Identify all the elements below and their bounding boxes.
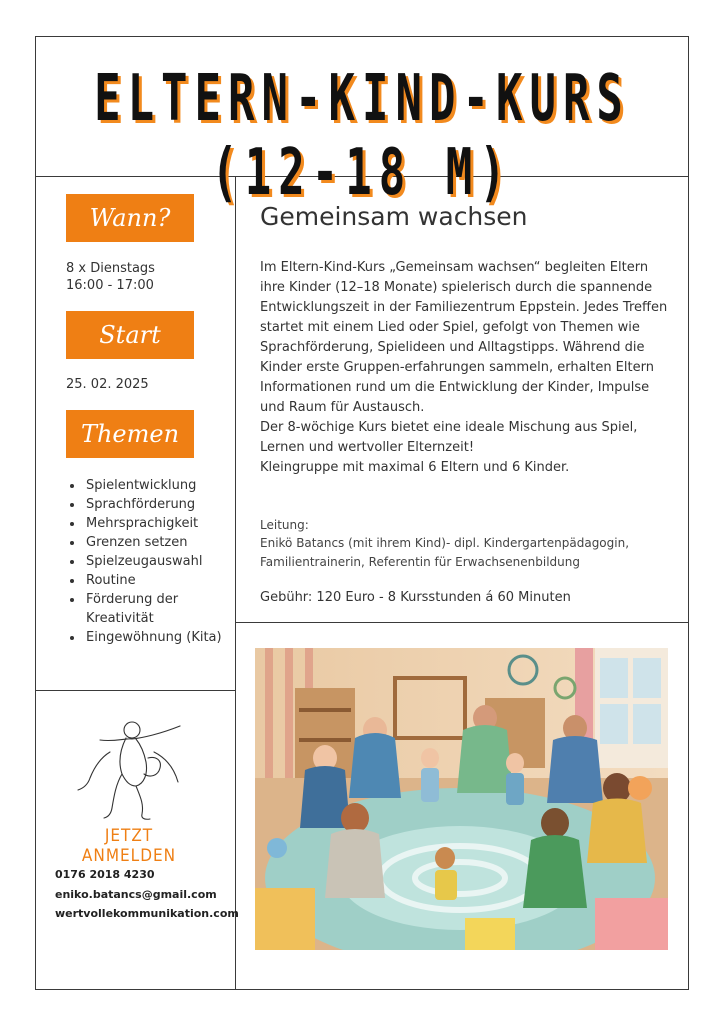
column-divider bbox=[235, 176, 236, 990]
page-title: ELTERN-KIND-KURS (12-18 M) bbox=[94, 62, 630, 210]
list-item: • Routine bbox=[84, 571, 222, 590]
when-time: 16:00 - 17:00 bbox=[66, 278, 154, 293]
description-paragraph: Im Eltern-Kind-Kurs „Gemeinsam wachsen“ begleiten Eltern ihre Kinder (12–18 Monate) spielerisch durch die spannende Entwicklungszeit in der Familiezentrum Eppstein. Jedes Treffen startet mit einem Lied oder Spiel, gefolgt von Themen wie Sprachförderung, Spielideen und Alltagstipps. Während die Kinder erste Gruppen-erfahrungen sammeln, erhalten Eltern Informationen rund um die Entwicklung der Kinder, Impulse und Raum für Austausch. bbox=[260, 260, 668, 415]
main-divider bbox=[235, 622, 689, 623]
signup-heading: JETZT ANMELDEN bbox=[81, 826, 177, 866]
lead-label: Leitung: bbox=[260, 518, 309, 532]
description bbox=[260, 258, 672, 478]
list-item: • Eingewöhnung (Kita) bbox=[84, 628, 222, 647]
contact-phone[interactable]: 0176 2018 4230 bbox=[55, 868, 155, 881]
parent-child-lineart-icon bbox=[70, 712, 200, 822]
section-heading: Gemeinsam wachsen bbox=[260, 202, 528, 231]
when-days: 8 x Dienstags bbox=[66, 261, 155, 276]
topics-list bbox=[66, 476, 222, 647]
playgroup-illustration bbox=[255, 648, 668, 950]
contact-email[interactable]: eniko.batancs@gmail.com bbox=[55, 888, 217, 901]
topics-label: Themen bbox=[66, 410, 194, 458]
lead-text: Enikö Batancs (mit ihrem Kind)- dipl. Kindergartenpädagogin, Familientrainerin, Referentin für Erwachsenenbildung bbox=[260, 536, 630, 569]
description-paragraph: Der 8-wöchige Kurs bietet eine ideale Mischung aus Spiel, Lernen und wertvoller Elternzeit! bbox=[260, 420, 638, 455]
contact-website[interactable]: wertvollekommunikation.com bbox=[55, 907, 239, 920]
list-item: • Förderung der Kreativität bbox=[84, 590, 216, 628]
sidebar-divider bbox=[35, 690, 235, 691]
when-label: Wann? bbox=[66, 194, 194, 242]
fee-text: Gebühr: 120 Euro - 8 Kursstunden á 60 Minuten bbox=[260, 590, 571, 605]
description-paragraph: Kleingruppe mit maximal 6 Eltern und 6 Kinder. bbox=[260, 460, 570, 475]
list-item: • Spielentwicklung bbox=[84, 476, 222, 495]
list-item: • Mehrsprachigkeit bbox=[84, 514, 222, 533]
list-item: • Grenzen setzen bbox=[84, 533, 222, 552]
when-text bbox=[66, 260, 155, 294]
list-item: • Sprachförderung bbox=[84, 495, 222, 514]
start-label: Start bbox=[66, 311, 194, 359]
start-date: 25. 02. 2025 bbox=[66, 377, 149, 392]
list-item: • Spielzeugauswahl bbox=[84, 552, 222, 571]
